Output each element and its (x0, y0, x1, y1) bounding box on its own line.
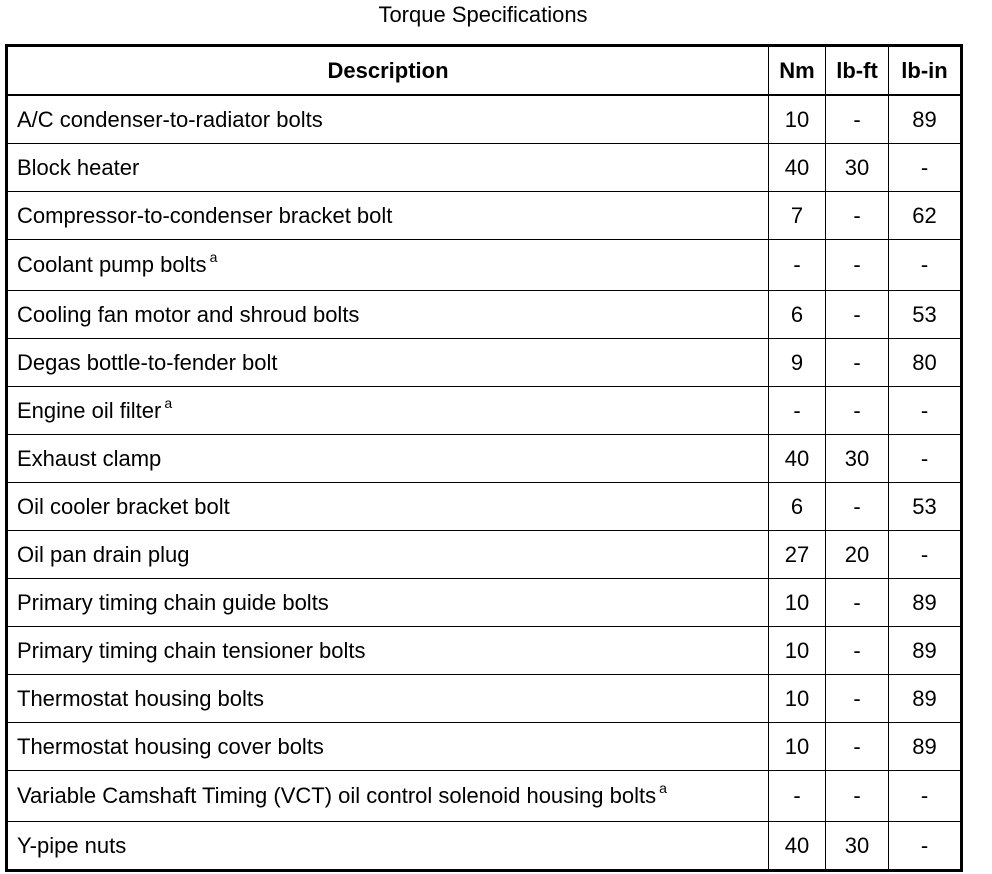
footnote-marker: a (209, 249, 218, 265)
nm-cell: 10 (769, 723, 826, 771)
table-row (7, 675, 962, 723)
description-cell (7, 822, 769, 871)
lb-in-cell: 53 (889, 483, 962, 531)
footnote-marker: a (659, 780, 667, 796)
lb-ft-cell: - (826, 627, 889, 675)
description-cell (7, 627, 769, 675)
table-row (7, 144, 962, 192)
lb-in-cell: 89 (889, 579, 962, 627)
nm-cell: 10 (769, 675, 826, 723)
lb-ft-cell: - (826, 675, 889, 723)
lb-ft-cell: - (826, 291, 889, 339)
description-text: Exhaust clamp (17, 445, 162, 471)
description-text: Primary timing chain guide bolts (17, 589, 329, 615)
nm-cell: - (769, 387, 826, 435)
lb-ft-cell: - (826, 240, 889, 291)
nm-cell: 6 (769, 483, 826, 531)
column-header-lb-in: lb-in (889, 46, 962, 96)
description-cell (7, 387, 769, 435)
description-text: Cooling fan motor and shroud bolts (17, 301, 360, 327)
lb-ft-cell: - (826, 192, 889, 240)
nm-cell: - (769, 771, 826, 822)
description-text: Compressor-to-condenser bracket bolt (17, 202, 393, 228)
nm-cell: 10 (769, 95, 826, 144)
column-header-description: Description (7, 46, 769, 96)
nm-cell: 40 (769, 822, 826, 871)
description-text: Coolant pump bolts (17, 252, 207, 277)
lb-in-cell: 80 (889, 339, 962, 387)
description-text: Engine oil filter (17, 397, 162, 423)
description-cell (7, 771, 769, 822)
description-cell (7, 531, 769, 579)
description-cell (7, 483, 769, 531)
table-row (7, 822, 962, 871)
nm-cell: 6 (769, 291, 826, 339)
table-row (7, 579, 962, 627)
page-title: Torque Specifications (378, 2, 588, 27)
lb-in-cell: 89 (889, 675, 962, 723)
lb-in-cell: - (889, 531, 962, 579)
description-cell (7, 240, 769, 291)
lb-ft-cell: - (826, 723, 889, 771)
lb-ft-cell: - (826, 339, 889, 387)
lb-in-cell: - (889, 822, 962, 871)
nm-cell: 9 (769, 339, 826, 387)
description-text: Oil cooler bracket bolt (17, 493, 230, 519)
lb-in-cell: - (889, 240, 962, 291)
table-row (7, 339, 962, 387)
description-cell (7, 579, 769, 627)
table-row (7, 291, 962, 339)
description-text: Y-pipe nuts (17, 832, 127, 858)
description-cell (7, 192, 769, 240)
lb-ft-cell: 30 (826, 435, 889, 483)
column-header-nm: Nm (769, 46, 826, 96)
description-text: Degas bottle-to-fender bolt (17, 349, 278, 375)
column-header-lb-ft: lb-ft (826, 46, 889, 96)
lb-in-cell: 53 (889, 291, 962, 339)
description-text: Oil pan drain plug (17, 541, 190, 567)
description-text: Primary timing chain tensioner bolts (17, 637, 366, 663)
description-text: Block heater (17, 154, 140, 180)
header-row (7, 46, 962, 96)
nm-cell: 10 (769, 627, 826, 675)
nm-cell: 27 (769, 531, 826, 579)
description-cell (7, 675, 769, 723)
description-cell (7, 144, 769, 192)
description-cell (7, 95, 769, 144)
table-row (7, 627, 962, 675)
table-row (7, 192, 962, 240)
nm-cell: 10 (769, 579, 826, 627)
lb-in-cell: - (889, 771, 962, 822)
footnote-marker: a (164, 394, 173, 411)
lb-ft-cell: 30 (826, 144, 889, 192)
lb-ft-cell: 20 (826, 531, 889, 579)
nm-cell: - (769, 240, 826, 291)
description-text: Thermostat housing bolts (17, 685, 265, 711)
lb-in-cell: - (889, 387, 962, 435)
table-row (7, 531, 962, 579)
torque-spec-table (5, 44, 963, 872)
lb-in-cell: 89 (889, 95, 962, 144)
table-row (7, 95, 962, 144)
nm-cell: 7 (769, 192, 826, 240)
nm-cell: 40 (769, 144, 826, 192)
lb-ft-cell: - (826, 771, 889, 822)
lb-ft-cell: - (826, 483, 889, 531)
table-row (7, 435, 962, 483)
lb-in-cell: 62 (889, 192, 962, 240)
description-cell (7, 291, 769, 339)
lb-in-cell: 89 (889, 723, 962, 771)
lb-in-cell: 89 (889, 627, 962, 675)
lb-ft-cell: - (826, 579, 889, 627)
table-row (7, 771, 962, 822)
description-text: A/C condenser-to-radiator bolts (17, 106, 323, 132)
description-cell (7, 723, 769, 771)
description-cell (7, 435, 769, 483)
table-row (7, 483, 962, 531)
table-row (7, 240, 962, 291)
lb-ft-cell: - (826, 95, 889, 144)
table-body (7, 95, 962, 871)
lb-ft-cell: - (826, 387, 889, 435)
table-row (7, 387, 962, 435)
lb-in-cell: - (889, 144, 962, 192)
nm-cell: 40 (769, 435, 826, 483)
description-cell (7, 339, 769, 387)
description-text: Thermostat housing cover bolts (17, 733, 324, 759)
lb-in-cell: - (889, 435, 962, 483)
lb-ft-cell: 30 (826, 822, 889, 871)
description-text: Variable Camshaft Timing (VCT) oil control solenoid housing bolts (17, 783, 657, 808)
table-row (7, 723, 962, 771)
